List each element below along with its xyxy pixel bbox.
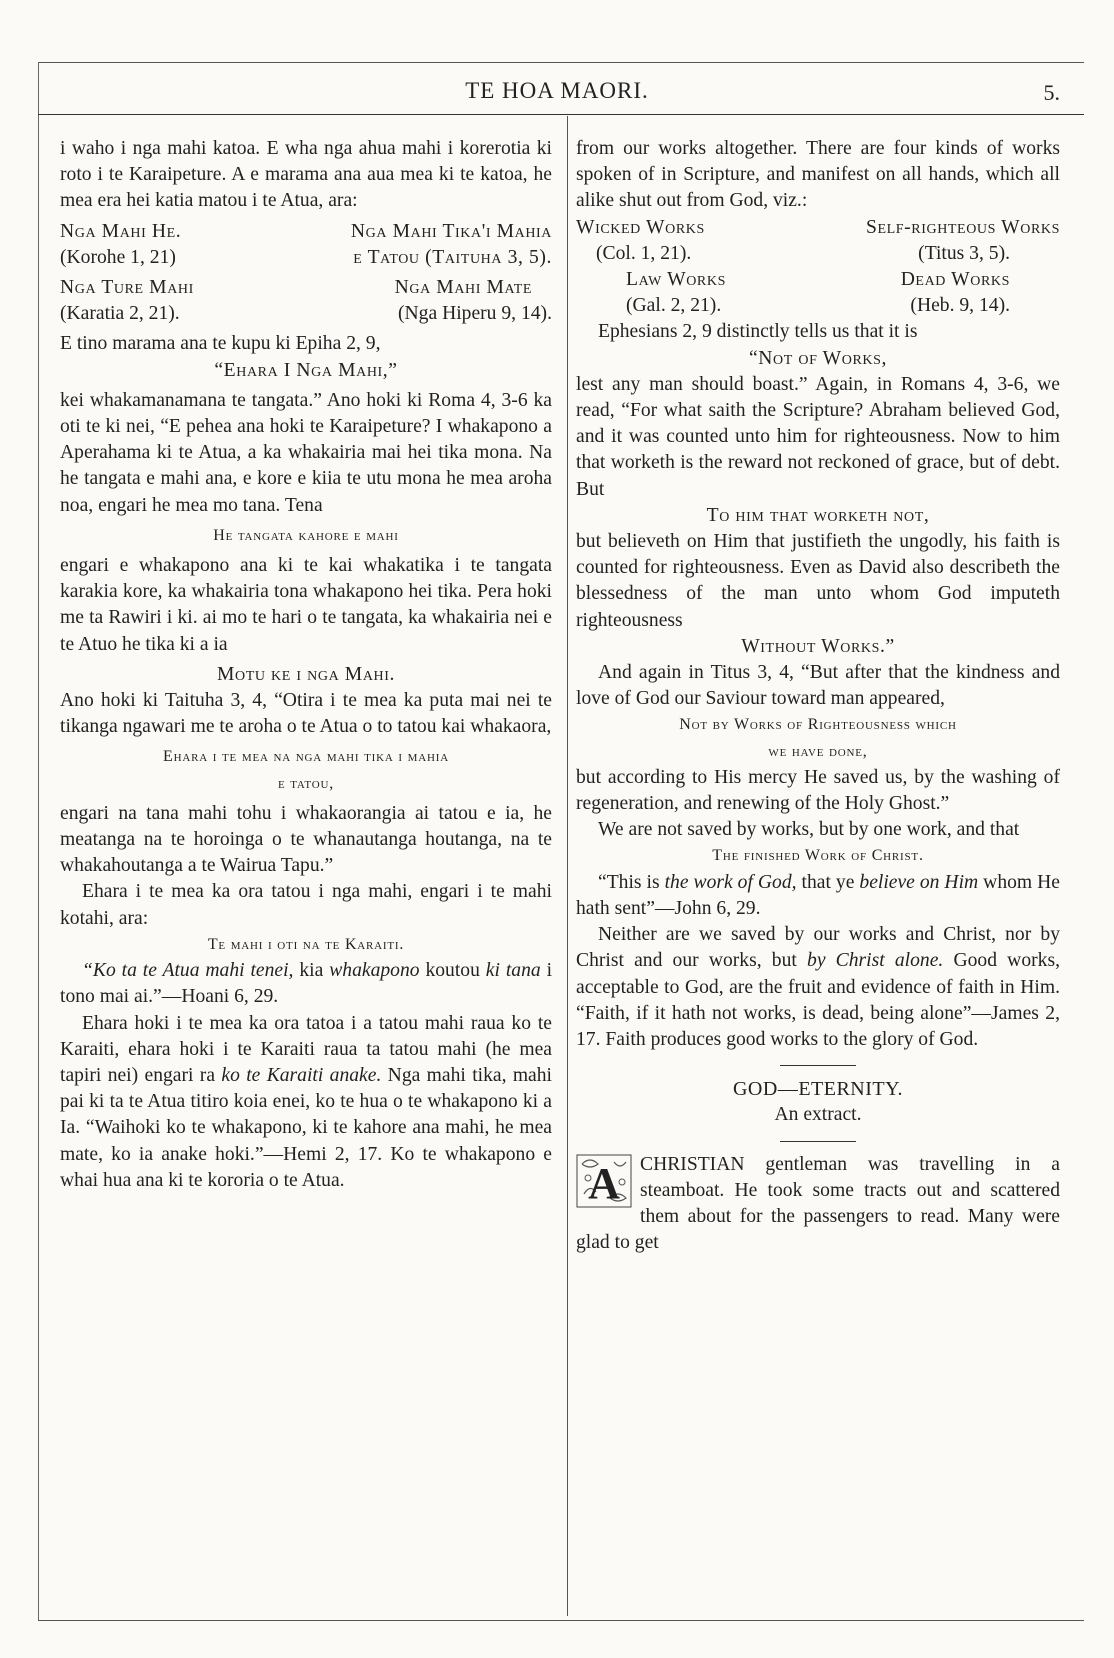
right-paragraph	[576, 870, 1060, 922]
right-works-ref: (Col. 1, 21).	[596, 242, 692, 264]
left-works-row	[60, 219, 552, 245]
article-body-text: CHRISTIAN gentleman was travelling in a steamboat. He took some tracts out and scattered them about for the passengers to read. Many were glad to get	[576, 1153, 1060, 1254]
right-italic: the work of God,	[664, 871, 797, 893]
left-works-row	[60, 245, 552, 271]
dropcap-letter: A	[588, 1158, 620, 1208]
left-paragraph	[60, 1011, 552, 1194]
header-rule	[38, 114, 1084, 115]
right-works-row	[576, 267, 1060, 293]
left-centered-heading: Motu ke i nga Mahi.	[216, 663, 396, 685]
frame-top-rule	[38, 62, 1084, 63]
left-paragraph: Ehara i te mea ka ora tatou i nga mahi, engari i te mahi kotahi, ara:	[60, 881, 552, 929]
left-paragraph: Ano hoki ki Taituha 3, 4, “Otira i te mea ka puta mai nei te tikanga ngawari me te aroha o te Atua o to tatou kai whakaora,	[60, 690, 552, 738]
left-works-row	[60, 275, 552, 301]
right-italic: by Christ alone.	[807, 950, 944, 972]
right-works-item: Self-righteous Works	[865, 216, 1060, 238]
right-paragraph: but according to His mercy He saved us, by the washing of regeneration, and renewing of the Holy Ghost.”	[576, 766, 1060, 815]
left-works-ref: (Nga Hiperu 9, 14).	[398, 303, 552, 325]
article-body	[576, 1152, 1060, 1257]
left-italic: ko te Karaiti anake.	[221, 1064, 382, 1086]
right-works-item: Wicked Works	[576, 216, 705, 238]
right-paragraph	[576, 922, 1060, 1053]
right-works-ref: (Heb. 9, 14).	[910, 295, 1010, 317]
right-paragraph: And again in Titus 3, 4, “But after that the kindness and love of God our Saviour toward man appeared,	[576, 662, 1060, 710]
right-works-row	[576, 215, 1060, 241]
left-works-row	[60, 301, 552, 327]
right-centered-heading: Without Works.”	[741, 635, 895, 657]
frame-left-rule	[38, 62, 39, 1620]
left-works-item: Nga Mahi He.	[60, 220, 182, 242]
left-works-ref: e Tatou (Taituha 3, 5).	[353, 246, 552, 268]
right-text: whom He hath sent”—John 6, 29.	[576, 871, 1060, 919]
left-paragraph: engari e whakapono ana ki te kai whakatika i te tangata karakia kore, ka whakairia tona whakapono hei tika. Pera hoki me ta Rawiri i ki. ai mo te hari o te tangata, ka whakairia nei e te Atuo he tika ki a ia	[60, 555, 552, 655]
right-text: Good works, acceptable to God, are the fruit and evidence of faith in Him. “Faith, if it hath not works, is dead, being alone”—James 2, 17. Faith produces good works to the glory of God.	[576, 950, 1060, 1050]
right-centered-heading: we have done,	[768, 742, 868, 760]
right-works-item: Law Works	[626, 269, 726, 291]
left-centered-heading: Ehara i te mea na nga mahi tika i mahia	[163, 748, 449, 766]
right-text: that ye	[796, 871, 860, 893]
running-title: TE HOA MAORI.	[465, 78, 649, 103]
left-paragraph	[60, 958, 552, 1010]
right-text: “This is	[598, 871, 665, 893]
right-column	[576, 136, 1060, 1256]
left-paragraph: E tino marama ana te kupu ki Epiha 2, 9,	[60, 333, 381, 355]
left-centered-heading: e tatou,	[277, 774, 335, 792]
left-text: Nga mahi tika, mahi pai ki ta te Atua titiro koia enei, ko te hua o te whakapono ki a Ia. “Waihoki ko te whakapono, ki te kahore ana mahi, he mea mate, ko ia anake hoki.”—Hemi 2, 17. Ko te whakapono e whai hua ana ki te kororia o te Atua.	[60, 1064, 552, 1191]
right-centered-heading: The finished Work of Christ.	[712, 847, 924, 865]
right-works-row	[576, 293, 1060, 319]
frame-bottom-rule	[38, 1620, 1084, 1621]
section-divider-rule	[780, 1065, 856, 1066]
left-column	[60, 136, 552, 1194]
left-centered-heading: “Ehara I Nga Mahi,”	[214, 359, 398, 381]
right-works-item: Dead Works	[900, 269, 1010, 291]
left-works-item: Nga Mahi Mate	[394, 277, 532, 299]
left-works-ref: (Korohe 1, 21)	[60, 246, 176, 268]
right-works-ref: (Titus 3, 5).	[918, 242, 1010, 264]
right-works-row	[576, 241, 1060, 267]
right-paragraph: Ephesians 2, 9 distinctly tells us that it is	[598, 321, 918, 343]
left-italic: whakapono	[329, 960, 420, 982]
article-title: GOD—ETERNITY.	[732, 1078, 903, 1101]
left-text: Ehara hoki i te mea ka ora tatoa i a tatou mahi raua ko te Karaiti, ehara hoki i te Karaiti raua ta tatou mahi (he mea tapiri nei) engari ra	[60, 1012, 552, 1086]
left-works-item: Nga Ture Mahi	[60, 277, 194, 299]
right-centered-heading: “Not of Works,	[749, 347, 887, 369]
right-centered-heading: To him that worketh not,	[706, 504, 930, 526]
left-italic: “Ko ta te Atua mahi tenei,	[82, 960, 294, 982]
left-works-item: Nga Mahi Tika'i Mahia	[350, 220, 552, 242]
left-paragraph: i waho i nga mahi katoa. E wha nga ahua mahi i korerotia ki roto i te Karaipeture. A e marama ana aua mea ki te katoa, he mea era hei katia matou i te Atua, ara:	[60, 138, 552, 212]
left-paragraph: kei whakamanamana te tangata.” Ano hoki ki Roma 4, 3-6 ka oti te ki nei, “E pehea ana hoki te Karaipeture? I whakapono a Aperahama ki te Atua, a ka whakairia mai hei tika mona. Na he tangata e mahi ana, e kore e kiia te utu mona he mea aroha noa, engari he mea mo tana. Tena	[60, 389, 552, 516]
left-works-ref: (Karatia 2, 21).	[60, 303, 180, 325]
dropcap-ornament	[576, 1154, 632, 1208]
left-text: kia	[293, 960, 330, 982]
left-centered-heading: He tangata kahore e mahi	[213, 526, 399, 544]
column-divider	[567, 116, 568, 1616]
article-subtitle: An extract.	[774, 1104, 862, 1126]
right-paragraph: from our works altogether. There are four kinds of works spoken of in Scripture, and manifest on all hands, which all alike shut out from God, viz.:	[576, 138, 1060, 212]
right-italic: believe on Him	[859, 871, 979, 893]
page-number: 5.	[1043, 80, 1060, 105]
right-works-ref: (Gal. 2, 21).	[626, 295, 722, 317]
right-centered-heading: Not by Works of Righteousness which	[679, 716, 957, 734]
left-italic: ki tana	[485, 960, 541, 982]
left-text: i tono mai ai.”—Hoani 6, 29.	[60, 960, 553, 1008]
right-text: Neither are we saved by our works and Christ, nor by Christ and our works, but	[576, 924, 1060, 972]
right-paragraph: lest any man should boast.” Again, in Romans 4, 3-6, we read, “For what saith the Scripture? Abraham believed God, and it was counted unto him for righteousness. Now to him that worketh is the reward not reckoned of grace, but of debt. But	[576, 373, 1060, 500]
right-paragraph: We are not saved by works, but by one work, and that	[598, 819, 1020, 841]
left-text: koutou	[419, 960, 486, 982]
left-centered-heading: Te mahi i oti na te Karaiti.	[207, 935, 405, 953]
right-paragraph: but believeth on Him that justifieth the ungodly, his faith is counted for righteousness. Even as David also describeth the blessedness of the man unto whom God imputeth righteousness	[576, 531, 1060, 631]
section-divider-rule	[780, 1141, 856, 1142]
left-paragraph: engari na tana mahi tohu i whakaorangia ai tatou e ia, he meatanga na te horoinga o te whanautanga houtanga, na te whakahoutanga a te Wairua Tapu.”	[60, 802, 552, 877]
